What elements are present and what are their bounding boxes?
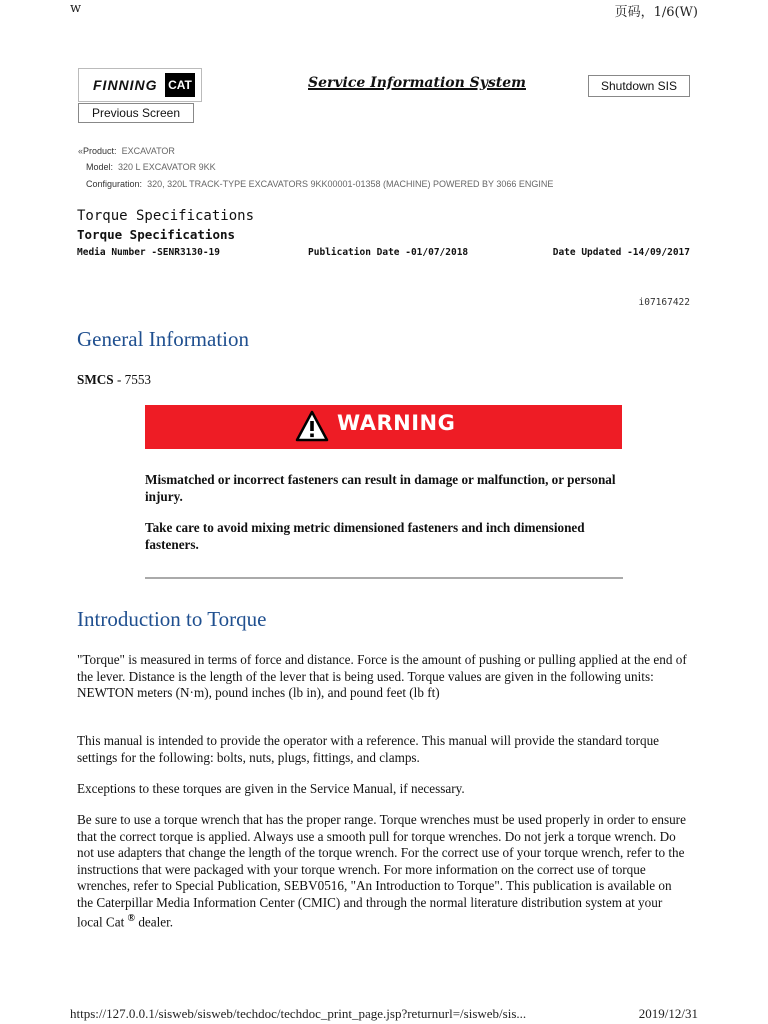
- divider: [145, 577, 623, 579]
- intro-paragraph-3: Exceptions to these torques are given in the Service Manual, if necessary.: [77, 781, 465, 796]
- smcs-label: SMCS: [77, 372, 114, 387]
- configuration-label: Configuration:: [86, 179, 143, 189]
- warning-banner: [145, 405, 622, 449]
- warning-text-1: Mismatched or incorrect fasteners can result in damage or malfunction, or personal injury.: [145, 472, 616, 504]
- warning-label: WARNING: [337, 411, 456, 435]
- general-information-heading: General Information: [77, 327, 250, 351]
- page-title: Torque Specifications: [77, 208, 255, 224]
- date-updated: Date Updated -14/09/2017: [552, 247, 690, 258]
- intro-paragraph-4-text: Be sure to use a torque wrench that has the proper range. Torque wrenches must be used properly in order to ensure that the correct torque is applied. Always use a smooth pull for torque wrenches. Do not jerk a torque wrench. Do not use adapters that change the length of the torque wrench. For the correct use of your torque wrench, refer to the instructions that were packaged with your torque wrench. For more information on the correct use of torque wrenches, refer to Special Publication, SEBV0516, "An Introduction to Torque". This publication is available on the Caterpillar Media Information Center (CMIC) and through the normal literature distribution system at your local Cat: [77, 812, 686, 930]
- model-value: 320 L EXCAVATOR 9KK: [118, 162, 216, 172]
- publication-date: Publication Date -01/07/2018: [308, 247, 469, 258]
- product-row: [78, 146, 175, 156]
- intro-paragraph-4: [77, 812, 691, 931]
- intro-paragraph-4-end: dealer.: [135, 914, 174, 930]
- sis-title: Service Information System: [308, 75, 526, 91]
- introduction-heading: Introduction to Torque: [77, 607, 267, 631]
- document-id: i07167422: [638, 297, 690, 308]
- print-header-page: 页码，1/6(W): [614, 5, 698, 20]
- finning-logo-text: FINNING: [93, 77, 158, 93]
- model-label: Model:: [86, 162, 114, 172]
- back-arrow-icon[interactable]: «: [78, 146, 84, 156]
- media-number: Media Number -SENR3130-19: [77, 247, 220, 258]
- product-value: EXCAVATOR: [121, 146, 175, 156]
- configuration-row: [86, 179, 553, 189]
- smcs-value: - 7553: [113, 372, 152, 387]
- registered-mark: ®: [127, 913, 136, 924]
- page-subtitle: Torque Specifications: [77, 227, 236, 242]
- print-footer-url: https://127.0.0.1/sisweb/sisweb/techdoc/techdoc_print_page.jsp?returnurl=/sisweb/sis...: [70, 1006, 527, 1021]
- intro-paragraph-2: This manual is intended to provide the operator with a reference. This manual will provide the standard torque settings for the following: bolts, nuts, plugs, fittings, and clamps.: [77, 733, 660, 765]
- previous-screen-button[interactable]: Previous Screen: [78, 103, 194, 123]
- warning-text-2: Take care to avoid mixing metric dimensioned fasteners and inch dimensioned fasteners.: [145, 520, 585, 552]
- print-footer-date: 2019/12/31: [638, 1006, 698, 1021]
- finning-cat-logo: [78, 68, 202, 102]
- model-row: [86, 162, 216, 172]
- warning-triangle-icon: [295, 410, 329, 442]
- smcs-line: [77, 372, 151, 388]
- intro-paragraph-1: "Torque" is measured in terms of force and distance. Force is the amount of pushing or pulling applied at the end of the lever. Distance is the length of the lever that is being used. Torque values are given in the following units: NEWTON meters (N·m), pound inches (lb in), and pound feet (lb ft): [77, 652, 687, 700]
- cat-logo: CAT: [165, 73, 195, 97]
- print-header-left: w: [70, 1, 82, 16]
- shutdown-sis-button[interactable]: Shutdown SIS: [588, 75, 690, 97]
- product-label: Product:: [83, 146, 117, 156]
- configuration-value: 320, 320L TRACK-TYPE EXCAVATORS 9KK00001-01358 (MACHINE) POWERED BY 3066 ENGINE: [147, 179, 554, 189]
